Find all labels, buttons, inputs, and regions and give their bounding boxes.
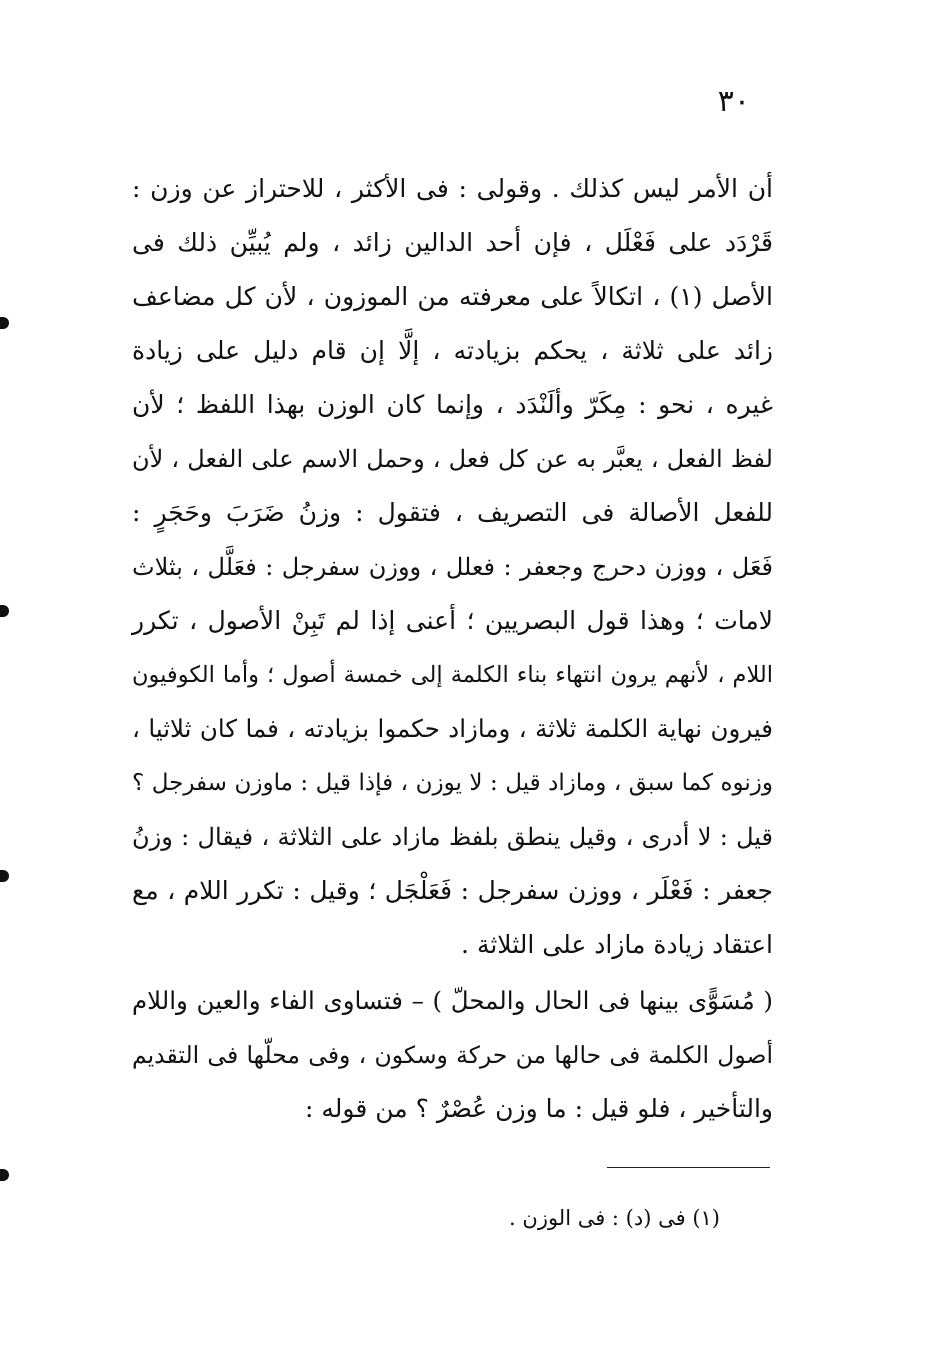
text-line: أن الأمر ليس كذلك . وقولى : فى الأكثر ، للاحتراز عن وزن : [132,174,773,203]
text-line: ( مُسَوًّى بينها فى الحال والمحلّ ) – فتساوى الفاء والعين واللام [132,986,773,1015]
text-line: للفعل الأصالة فى التصريف ، فتقول : وزنُ ضَرَبَ وحَجَرٍ : [132,498,773,527]
text-line: فَعَل ، ووزن دحرج وجعفر : فعلل ، ووزن سفرجل : فعَلَّل ، بثلاث [132,553,773,581]
text-line: غيره ، نحو : مِكَرّ وألَنْدَد ، وإنما كان الوزن بهذا اللفظ ؛ لأن [132,390,773,419]
text-line: فيرون نهاية الكلمة ثلاثة ، ومازاد حكموا بزيادته ، فما كان ثلاثيا ، [132,714,773,743]
binding-mark [0,870,9,882]
binding-mark [0,1169,9,1181]
second-paragraph [132,974,773,1136]
binding-mark [0,317,9,329]
text-line: جعفر : فَعْلَر ، ووزن سفرجل : فَعَلْجَل ؛ وقيل : تكرر اللام ، مع [132,876,773,905]
text-line: لفظ الفعل ، يعبَّر به عن كل فعل ، وحمل الاسم على الفعل ، لأن [132,445,773,473]
text-line: وزنوه كما سبق ، ومازاد قيل : لا يوزن ، فإذا قيل : ماوزن سفرجل ؟ [132,770,773,796]
text-line: لامات ؛ وهذا قول البصريين ؛ أعنى إذا لم تَبِنْ الأصول ، تكرر [132,606,773,635]
text-line: اعتقاد زيادة مازاد على الثلاثة . [461,930,773,959]
text-line: اللام ، لأنهم يرون انتهاء بناء الكلمة إلى خمسة أصول ؛ وأما الكوفيون [132,662,773,688]
footnote-separator [607,1167,770,1168]
page-number: ٣٠ [717,84,750,119]
text-line: زائد على ثلاثة ، يحكم بزيادته ، إلَّا إن قام دليل على زيادة [132,336,773,365]
footnote: (١) فى (د) : فى الوزن . [509,1206,720,1230]
main-paragraph [132,162,773,972]
text-line: قَرْدَد على فَعْلَل ، فإن أحد الدالين زائد ، ولم يُبيِّن ذلك فى [132,228,773,257]
text-line: والتأخير ، فلو قيل : ما وزن عُصْرٌ ؟ من قوله : [305,1094,773,1123]
text-line: أصول الكلمة فى حالها من حركة وسكون ، وفى محلّها فى التقديم [132,1041,773,1069]
text-line: الأصل (١) ، اتكالاً على معرفته من الموزون ، لأن كل مضاعف [132,282,773,311]
text-line: قيل : لا أدرى ، وقيل ينطق بلفظ مازاد على الثلاثة ، فيقال : وزنُ [132,823,773,851]
binding-mark [0,605,9,617]
